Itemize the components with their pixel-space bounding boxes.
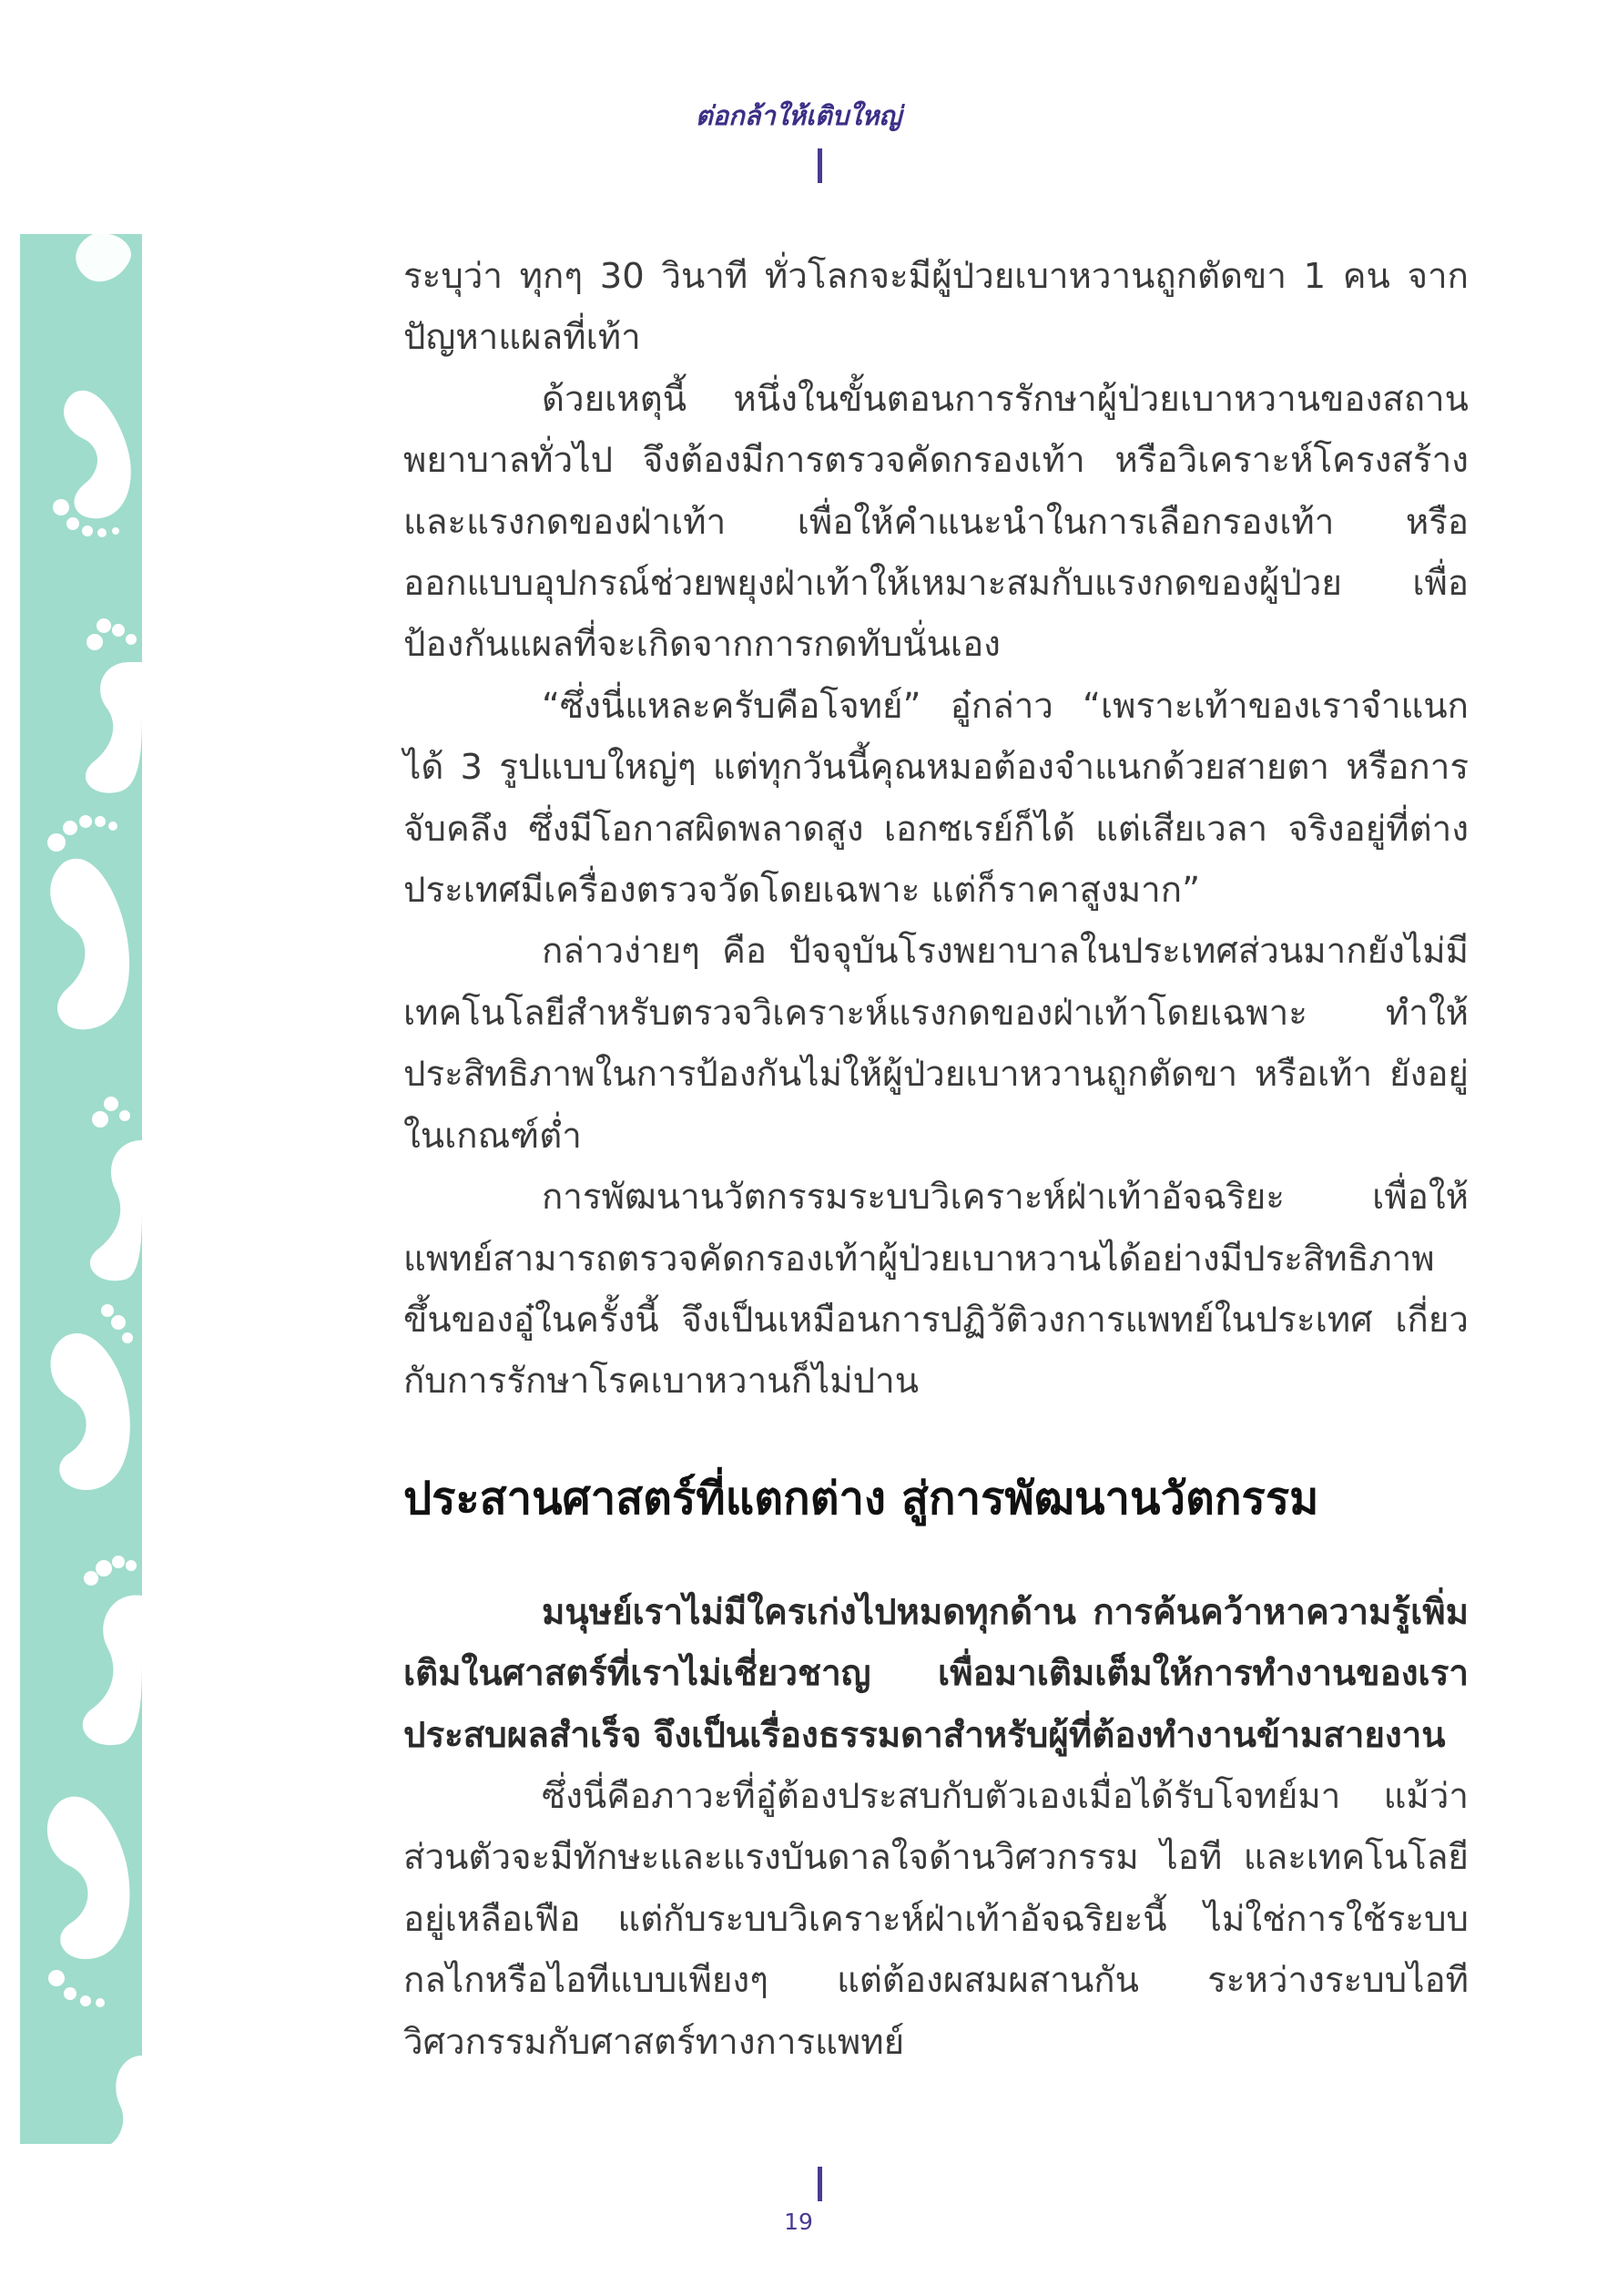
- paragraph: กล่าวง่ายๆ คือ ปัจจุบันโรงพยาบาลในประเทศส่วนมากยังไม่มีเทคโนโลยีสำหรับตรวจวิเคราะห์แรงกดของฝ่าเท้าโดยเฉพาะ ทำให้ประสิทธิภาพในการป้องกันไม่ให้ผู้ป่วยเบาหวานถูกตัดขา หรือเท้า ยังอยู่ในเกณฑ์ต่ำ: [403, 931, 1469, 1157]
- article-body: [403, 246, 1469, 2073]
- footprint-strip: [20, 234, 142, 2144]
- header-divider: [818, 148, 822, 183]
- page-number: 19: [784, 2209, 813, 2235]
- paragraph: ด้วยเหตุนี้ หนึ่งในขั้นตอนการรักษาผู้ป่วยเบาหวานของสถานพยาบาลทั่วไป จึงต้องมีการตรวจคัดกรองเท้า หรือวิเคราะห์โครงสร้างและแรงกดของฝ่าเท้า เพื่อให้คำแนะนำในการเลือกรองเท้า หรือออกแบบอุปกรณ์ช่วยพยุงฝ่าเท้าให้เหมาะสมกับแรงกดของผู้ป่วย เพื่อป้องกันแผลที่จะเกิดจากการกดทับนั่นเอง: [403, 378, 1469, 666]
- paragraph: การพัฒนานวัตกรรมระบบวิเคราะห์ฝ่าเท้าอัจฉริยะ เพื่อให้แพทย์สามารถตรวจคัดกรองเท้าผู้ป่วยเบาหวานได้อย่างมีประสิทธิภาพขึ้นของอู๋ในครั้งนี้ จึงเป็นเหมือนการปฏิวัติวงการแพทย์ในประเทศ เกี่ยวกับการรักษาโรคเบาหวานก็ไม่ปาน: [403, 1177, 1469, 1403]
- paragraph: ซึ่งนี่คือภาวะที่อู๋ต้องประสบกับตัวเองเมื่อได้รับโจทย์มา แม้ว่าส่วนตัวจะมีทักษะและแรงบันดาลใจด้านวิศวกรรม ไอที และเทคโนโลยีอยู่เหลือเฟือ แต่กับระบบวิเคราะห์ฝ่าเท้าอัจฉริยะนี้ ไม่ใช่การใช้ระบบกลไกหรือไอทีแบบเพียงๆ แต่ต้องผสมผสานกัน ระหว่างระบบไอทีวิศวกรรมกับศาสตร์ทางการแพทย์: [403, 1775, 1469, 2063]
- paragraph-continued: ระบุว่า ทุกๆ 30 วินาที ทั่วโลกจะมีผู้ป่วยเบาหวานถูกตัดขา 1 คน จากปัญหาแผลที่เท้า: [403, 256, 1469, 359]
- footprint-pattern-icon: [20, 234, 142, 2144]
- footer-divider: [818, 2167, 822, 2201]
- paragraph-quote: “ซึ่งนี่แหละครับคือโจทย์” อู๋กล่าว “เพราะเท้าของเราจำแนกได้ 3 รูปแบบใหญ่ๆ แต่ทุกวันนี้คุณหมอต้องจำแนกด้วยสายตา หรือการจับคลึง ซึ่งมีโอกาสผิดพลาดสูง เอกซเรย์ก็ได้ แต่เสียเวลา จริงอยู่ที่ต่างประเทศมีเครื่องตรวจวัดโดยเฉพาะ แต่ก็ราคาสูงมาก”: [403, 685, 1469, 912]
- section-heading: ประสานศาสตร์ที่แตกต่าง สู่การพัฒนานวัตกรรม: [403, 1472, 1319, 1525]
- lead-paragraph: มนุษย์เราไม่มีใครเก่งไปหมดทุกด้าน การค้นคว้าหาความรู้เพิ่มเติมในศาสตร์ที่เราไม่เชี่ยวชาญ เพื่อมาเติมเต็มให้การทำงานของเราประสบผลสำเร็จ จึงเป็นเรื่องธรรมดาสำหรับผู้ที่ต้องทำงานข้ามสายงาน: [403, 1591, 1469, 1756]
- running-header: ต่อกล้าให้เติบใหญ่: [695, 100, 902, 131]
